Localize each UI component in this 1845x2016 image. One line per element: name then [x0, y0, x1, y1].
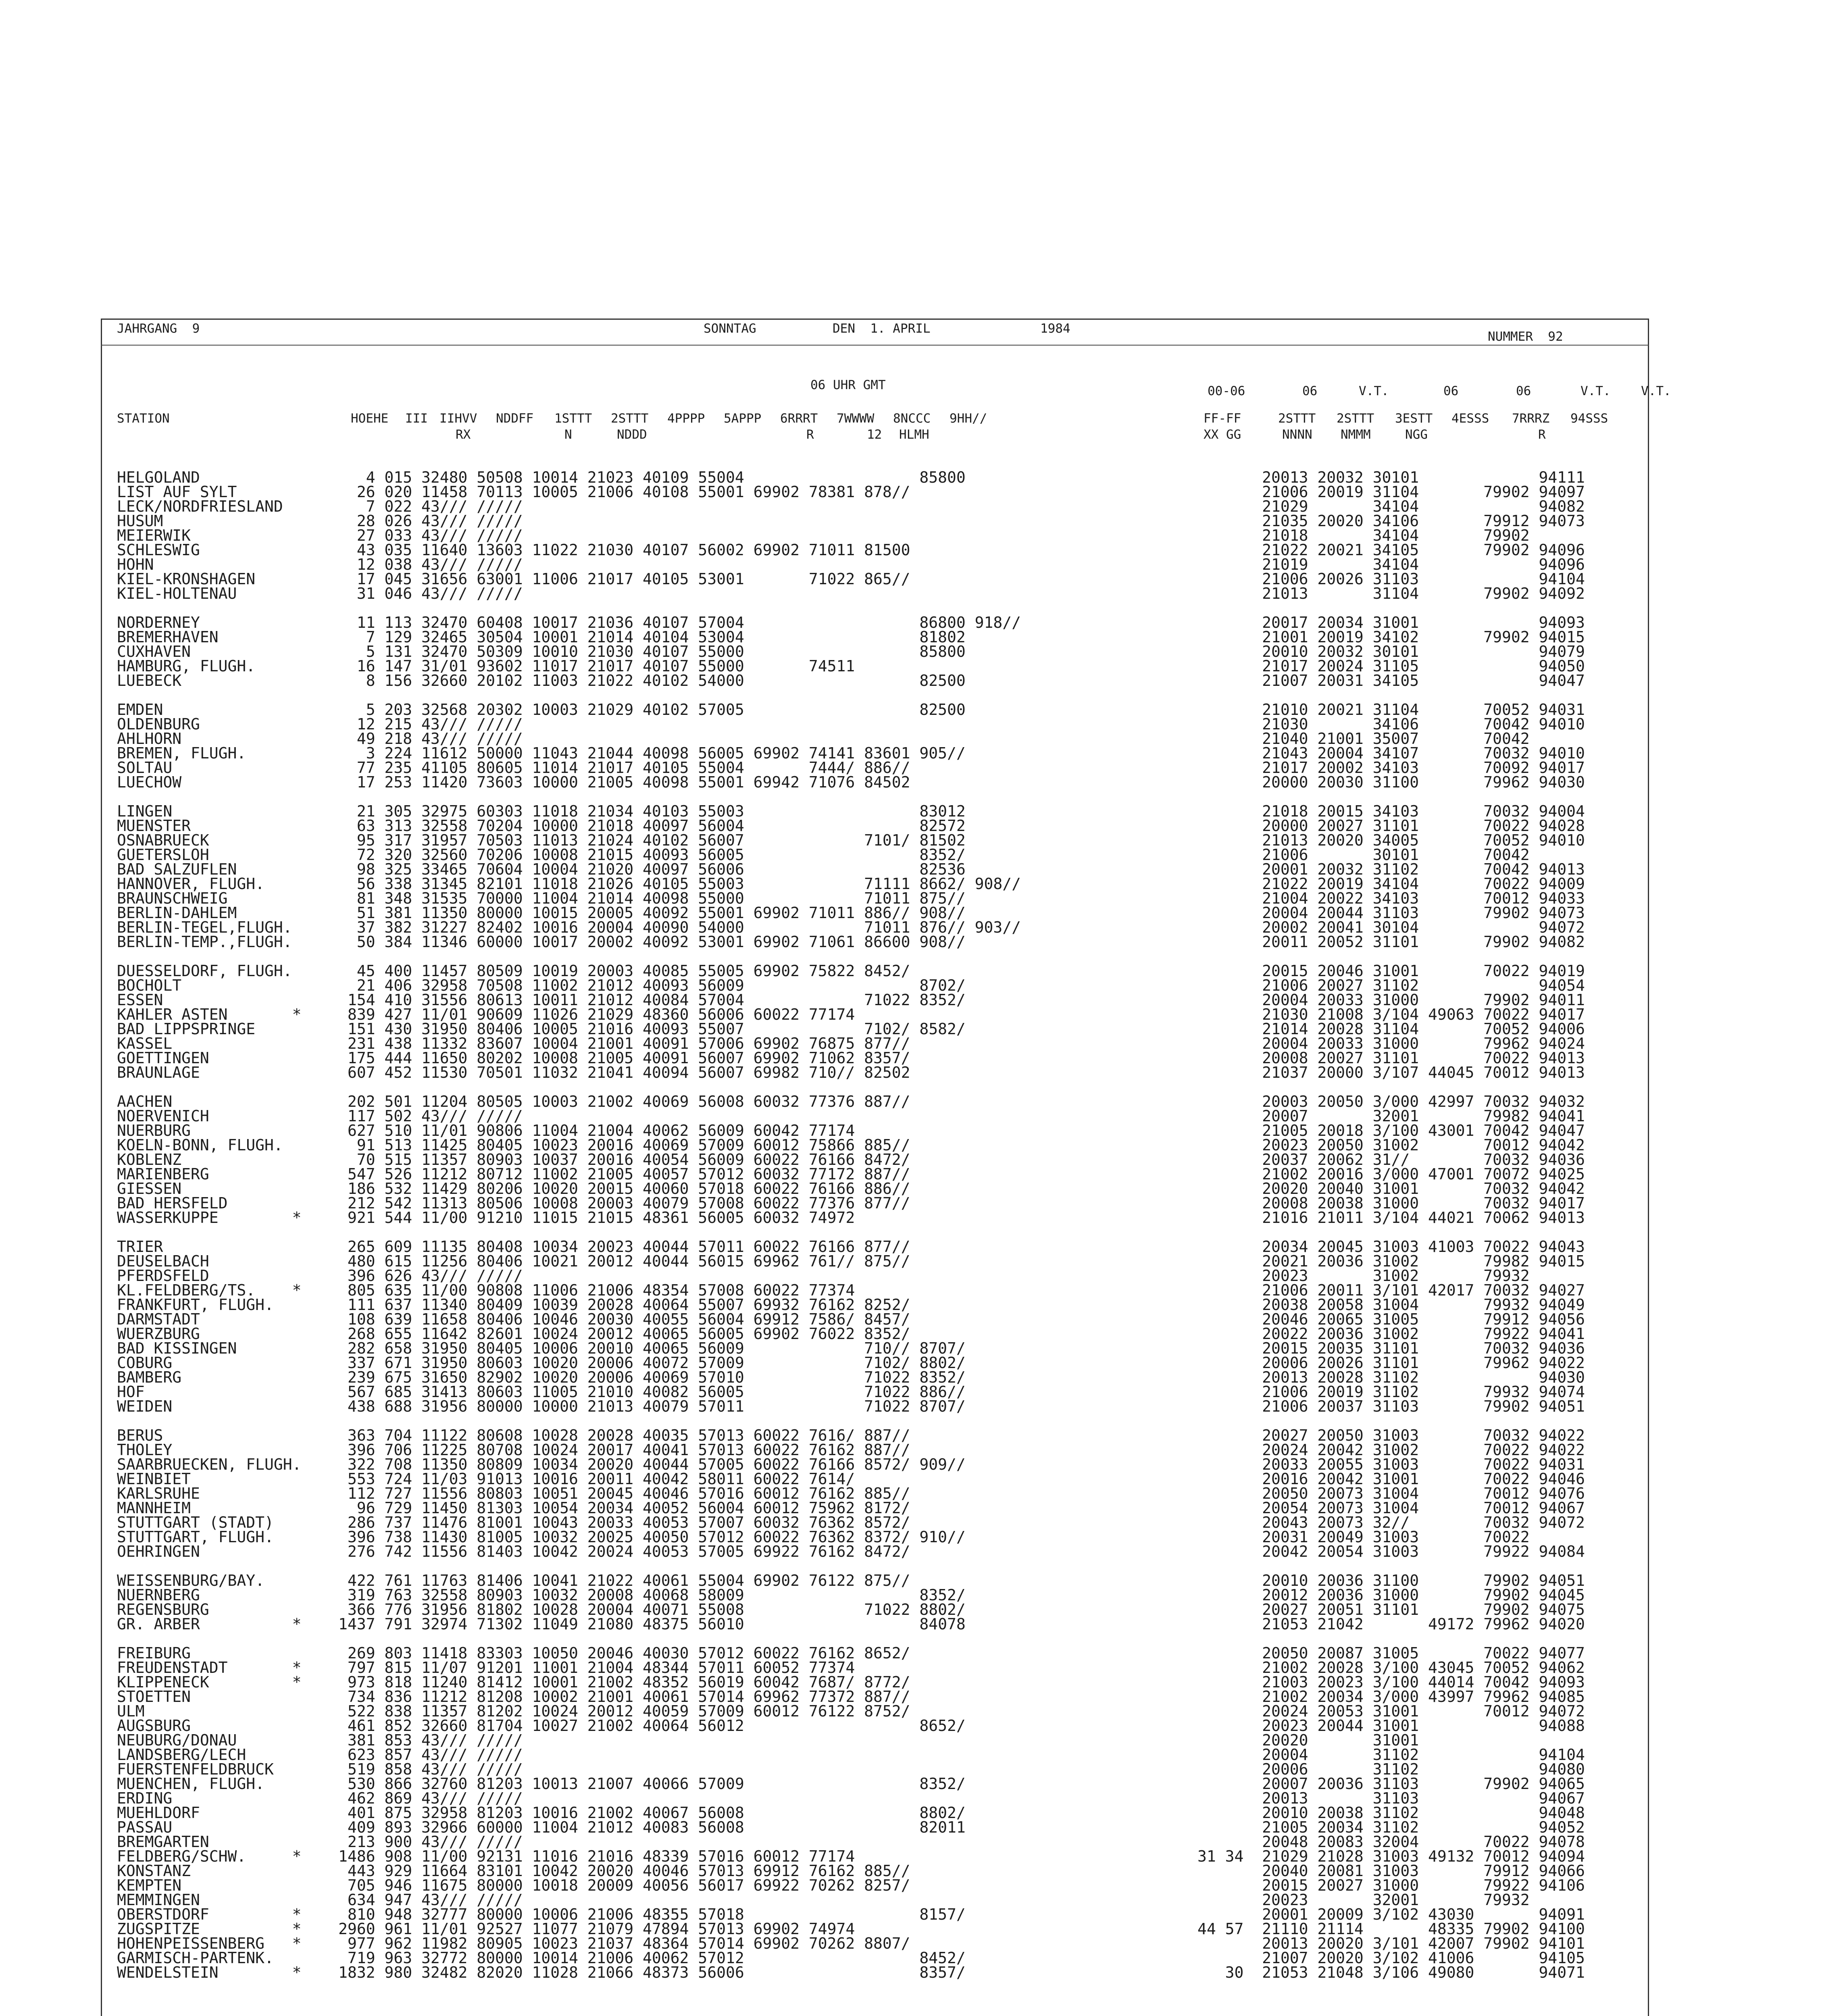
station-row: SOLTAU 77 235 41105 80605 11014 21017 40105 55004 7444/ 886//	[117, 759, 910, 777]
column-label-3: IIHVV	[439, 411, 477, 426]
station-row: GR. ARBER * 1437 791 32974 71302 11049 21080 48375 56010 84078	[117, 1615, 966, 1633]
column-label-right-1: 2STTT	[1278, 411, 1316, 426]
station-row: LUECHOW 17 253 11420 73603 10000 21005 40098 55001 69942 71076 84502	[117, 773, 910, 791]
station-row-right: 20023 31002 79932	[1197, 1267, 1530, 1285]
station-row: BOCHOLT 21 406 32958 70508 11002 21012 40093 56009 8702/	[117, 977, 966, 994]
station-row: ESSEN 154 410 31556 80613 10011 21012 40084 57004 71022 8352/	[117, 991, 966, 1009]
station-row-right: 20007 20036 31103 79902 94065	[1197, 1775, 1585, 1793]
station-row: KL.FELDBERG/TS. * 805 635 11/00 90808 11006 21006 48354 57008 60022 77374	[117, 1281, 855, 1299]
station-row-right: 20010 20038 31102 94048	[1197, 1804, 1585, 1822]
station-row-right: 21022 20019 34104 70022 94009	[1197, 875, 1585, 893]
station-row-right: 21005 20034 31102 94052	[1197, 1818, 1585, 1836]
station-row-right: 21006 30101 70042	[1197, 846, 1530, 864]
station-row: STUTTGART, FLUGH. 396 738 11430 81005 10032 20025 40050 57012 60022 76362 8372/ 910//	[117, 1528, 966, 1546]
station-row: NEUBURG/DONAU 381 853 43/// /////	[117, 1731, 523, 1749]
station-row: OSNABRUECK 95 317 31957 70503 11013 21024 40102 56007 7101/ 81502	[117, 831, 966, 849]
station-row-right: 21053 21042 49172 79962 94020	[1197, 1615, 1585, 1633]
station-row: LINGEN 21 305 32975 60303 11018 21034 40103 55003 83012	[117, 802, 966, 820]
station-row: AACHEN 202 501 11204 80505 10003 21002 40069 56008 60032 77376 887//	[117, 1093, 910, 1110]
station-row: BERLIN-DAHLEM 51 381 11350 80000 10015 20005 40092 55001 69902 71011 886// 908//	[117, 904, 966, 922]
column-label-11: 8NCCC	[893, 411, 931, 426]
station-row: BAD HERSFELD 212 542 11313 80506 10008 20003 40079 57008 60022 77376 877//	[117, 1194, 910, 1212]
station-row-right: 21040 21001 35007 70042	[1197, 730, 1530, 748]
station-row: STUTTGART (STADT) 286 737 11476 81001 10043 20033 40053 57007 60032 76362 8572/	[117, 1514, 910, 1531]
station-row-right: 21006 20019 31104 79902 94097	[1197, 483, 1585, 501]
station-row-right: 21007 20020 3/102 41006 94105	[1197, 1949, 1585, 1967]
station-row: WUERZBURG 268 655 11642 82601 10024 20012 40065 56005 69902 76022 8352/	[117, 1325, 910, 1343]
station-row-right: 21043 20004 34107 70032 94010	[1197, 744, 1585, 762]
station-row-right: 21016 21011 3/104 44021 70062 94013	[1197, 1209, 1585, 1227]
station-row: WEISSENBURG/BAY. 422 761 11763 81406 10041 21022 40061 55004 69902 76122 875//	[117, 1572, 910, 1589]
station-row: HELGOLAND 4 015 32480 50508 10014 21023 40109 55004 85800	[117, 469, 966, 486]
column-label-0: STATION	[117, 411, 170, 426]
weekday: SONNTAG	[704, 321, 756, 336]
column-sublabel-5: HLMH	[899, 427, 929, 442]
station-row: MANNHEIM 96 729 11450 81303 10054 20034 40052 56004 60012 75962 8172/	[117, 1499, 910, 1517]
station-row: NUERNBERG 319 763 32558 80903 10032 20008 40068 58009 8352/	[117, 1586, 966, 1604]
station-row: GARMISCH-PARTENK. 719 963 32772 80000 10014 21006 40062 57012 8452/	[117, 1949, 966, 1967]
column-label-right-2: 2STTT	[1337, 411, 1374, 426]
station-row: LUEBECK 8 156 32660 20102 11003 21022 40102 54000 82500	[117, 672, 966, 689]
station-row-right: 20023 32001 79932	[1197, 1891, 1530, 1909]
column-sublabel-right-2: NMMM	[1341, 427, 1371, 442]
column-label-1: HOEHE	[351, 411, 389, 426]
station-row-right: 20007 32001 79982 94041	[1197, 1107, 1585, 1125]
station-row: MEIERWIK 27 033 43/// /////	[117, 527, 523, 544]
station-row-right: 20006 31102 94080	[1197, 1760, 1585, 1778]
station-row: KIEL-HOLTENAU 31 046 43/// /////	[117, 585, 523, 602]
station-row-right: 21006 20026 31103 94104	[1197, 570, 1585, 588]
station-row: SCHLESWIG 43 035 11640 13603 11022 21030 40107 56002 69902 71011 81500	[117, 541, 910, 559]
station-row: STOETTEN 734 836 11212 81208 10002 21001 40061 57014 69962 77372 887//	[117, 1688, 910, 1706]
column-label-7: 4PPPP	[667, 411, 705, 426]
station-row-right: 21006 20019 31102 79932 94074	[1197, 1383, 1585, 1401]
station-row-right: 20010 20036 31100 79902 94051	[1197, 1572, 1585, 1589]
station-row-right: 20023 20044 31001 94088	[1197, 1717, 1585, 1735]
station-row-right: 20042 20054 31003 79922 94084	[1197, 1543, 1585, 1560]
station-row: MEMMINGEN 634 947 43/// /////	[117, 1891, 523, 1909]
station-row: CUXHAVEN 5 131 32470 50309 10010 21030 40107 55000 85800	[117, 643, 966, 660]
station-row: WEIDEN 438 688 31956 80000 10000 21013 40079 57011 71022 8707/	[117, 1397, 966, 1415]
station-row: FREIBURG 269 803 11418 83303 10050 20046 40030 57012 60022 76162 8652/	[117, 1644, 910, 1662]
station-row-right: 21007 20031 34105 94047	[1197, 672, 1585, 689]
station-row: KOELN-BONN, FLUGH. 91 513 11425 80405 10023 20016 40069 57009 60012 75866 885//	[117, 1136, 910, 1154]
station-row-right: 20002 20041 30104 94072	[1197, 918, 1585, 936]
station-row: BERLIN-TEMP.,FLUGH. 50 384 11346 60000 10017 20002 40092 53001 69902 71061 86600 908//	[117, 933, 966, 951]
column-sublabel-1: N	[564, 427, 572, 442]
column-label-4: NDDFF	[496, 411, 534, 426]
station-row: KEMPTEN 705 946 11675 80000 10018 20009 40056 56017 69922 70262 8257/	[117, 1876, 910, 1894]
station-row: BREMGARTEN 213 900 43/// /////	[117, 1833, 523, 1851]
station-row: PASSAU 409 893 32966 60000 11004 21012 40083 56008 82011	[117, 1818, 966, 1836]
column-label-6: 2STTT	[611, 411, 649, 426]
header-divider	[101, 345, 1649, 346]
station-row: REGENSBURG 366 776 31956 81802 10028 20004 40071 55008 71022 8802/	[117, 1601, 966, 1618]
station-row-right: 20016 20042 31001 70022 94046	[1197, 1470, 1585, 1488]
date: DEN 1. APRIL	[833, 321, 931, 336]
station-row-right: 21014 20028 31104 70052 94006	[1197, 1020, 1585, 1038]
column-sublabel-right-0: XX GG	[1204, 427, 1241, 442]
station-row: ZUGSPITZE * 2960 961 11/01 92527 11077 21079 47894 57013 69902 74974	[117, 1920, 855, 1938]
station-row: GOETTINGEN 175 444 11650 80202 10008 21005 40091 56007 69902 71062 8357/	[117, 1049, 910, 1067]
column-sublabel-0: RX	[456, 427, 471, 442]
station-row-right: 20020 20040 31001 70032 94042	[1197, 1180, 1585, 1198]
station-row: MARIENBERG 547 526 11212 80712 11002 21005 40057 57012 60032 77172 887//	[117, 1165, 910, 1183]
station-row-right: 20038 20058 31004 79932 94049	[1197, 1296, 1585, 1314]
column-label-9: 6RRRT	[780, 411, 818, 426]
station-row-right: 20043 20073 32// 70032 94072	[1197, 1514, 1585, 1531]
station-row-right: 20001 20032 31102 70042 94013	[1197, 860, 1585, 878]
station-row: NORDERNEY 11 113 32470 60408 10017 21036 40107 57004 86800 918//	[117, 614, 1021, 631]
column-label-10: 7WWWW	[837, 411, 875, 426]
station-row: BAD LIPPSPRINGE 151 430 31950 80406 10005 21016 40093 55007 7102/ 8582/	[117, 1020, 966, 1038]
column-label-2: III	[405, 411, 428, 426]
station-row-right: 21010 20021 31104 70052 94031	[1197, 701, 1585, 719]
column-sublabel-right-4: R	[1538, 427, 1546, 442]
station-row-right: 20024 20042 31002 70022 94022	[1197, 1441, 1585, 1459]
station-row-right: 20040 20081 31003 79912 94066	[1197, 1862, 1585, 1880]
station-row-right: 21001 20019 34102 79902 94015	[1197, 628, 1585, 646]
station-row-right: 21006 20027 31102 94054	[1197, 977, 1585, 994]
station-row: BERLIN-TEGEL,FLUGH. 37 382 31227 82402 10016 20004 40090 54000 71011 876// 903//	[117, 918, 1021, 936]
right-top-label-0: 00-06	[1208, 384, 1245, 398]
station-row-right: 20000 20027 31101 70022 94028	[1197, 817, 1585, 835]
right-top-label-2: V.T.	[1359, 384, 1389, 398]
station-row-right: 20021 20036 31002 79982 94015	[1197, 1252, 1585, 1270]
station-row: BREMERHAVEN 7 129 32465 30504 10001 21014 40104 53004 81802	[117, 628, 966, 646]
station-row-right: 20022 20036 31002 79922 94041	[1197, 1325, 1585, 1343]
right-top-label-3: 06	[1443, 384, 1459, 398]
station-row: NUERBURG 627 510 11/01 90806 11004 21004 40062 56009 60042 77174	[117, 1122, 855, 1139]
station-row: NOERVENICH 117 502 43/// /////	[117, 1107, 523, 1125]
station-row: KIEL-KRONSHAGEN 17 045 31656 63001 11006 21017 40105 53001 71022 865//	[117, 570, 910, 588]
station-row-right: 21029 34104 94082	[1197, 498, 1585, 515]
station-row-right: 20004 20044 31103 79902 94073	[1197, 904, 1585, 922]
station-row: OBERSTDORF * 810 948 32777 80000 10006 21006 48355 57018 8157/	[117, 1906, 966, 1923]
station-row-right: 20008 20027 31101 70022 94013	[1197, 1049, 1585, 1067]
station-row: OLDENBURG 12 215 43/// /////	[117, 715, 523, 733]
station-row: HAMBURG, FLUGH. 16 147 31/01 93602 11017 21017 40107 55000 74511	[117, 657, 855, 675]
station-row: KOBLENZ 70 515 11357 80903 10037 20016 40054 56009 60022 76166 8472/	[117, 1151, 910, 1168]
station-row-right: 21004 20022 34103 70012 94033	[1197, 889, 1585, 907]
station-row-right: 20012 20036 31000 79902 94045	[1197, 1586, 1585, 1604]
station-row-right: 20034 20045 31003 41003 70022 94043	[1197, 1238, 1585, 1256]
station-row: FUERSTENFELDBRUCK 519 858 43/// /////	[117, 1760, 523, 1778]
observation-time: 06 UHR GMT	[810, 378, 886, 392]
station-row: WASSERKUPPE * 921 544 11/00 91210 11015 21015 48361 56005 60032 74972	[117, 1209, 855, 1227]
station-row: MUENSTER 63 313 32558 70204 10000 21018 40097 56004 82572	[117, 817, 966, 835]
station-row: KLIPPENECK * 973 818 11240 81412 10001 21002 48352 56019 60042 7687/ 8772/	[117, 1673, 910, 1691]
station-row: HOHN 12 038 43/// /////	[117, 556, 523, 573]
station-row: HANNOVER, FLUGH. 56 338 31345 82101 11018 21026 40105 55003 71111 8662/ 908//	[117, 875, 1021, 893]
jahrgang: JAHRGANG 9	[117, 321, 200, 336]
station-row-right: 20013 20032 30101 94111	[1197, 469, 1585, 486]
station-row-right: 20048 20083 32004 70022 94078	[1197, 1833, 1585, 1851]
station-row-right: 20006 20026 31101 79962 94022	[1197, 1354, 1585, 1372]
station-row-right: 20031 20049 31003 70022	[1197, 1528, 1530, 1546]
station-row-right: 20011 20052 31101 79902 94082	[1197, 933, 1585, 951]
station-row: WENDELSTEIN * 1832 980 32482 82020 11028 21066 48373 56006 8357/	[117, 1964, 966, 1981]
station-row: AUGSBURG 461 852 32660 81704 10027 21002 40064 56012 8652/	[117, 1717, 966, 1735]
issue-number: NUMMER 92	[1488, 329, 1563, 344]
station-row: OEHRINGEN 276 742 11556 81403 10042 20024 40053 57005 69922 76162 8472/	[117, 1543, 910, 1560]
column-sublabel-right-3: NGG	[1405, 427, 1428, 442]
station-row-right: 20015 20035 31101 70032 94036	[1197, 1339, 1585, 1357]
station-row: KONSTANZ 443 929 11664 83101 10042 20020 40046 57013 69912 76162 885//	[117, 1862, 910, 1880]
station-row-right: 21013 20020 34005 70052 94010	[1197, 831, 1585, 849]
station-row-right: 20046 20065 31005 79912 94056	[1197, 1310, 1585, 1328]
station-row: WEINBIET 553 724 11/03 91013 10016 20011 40042 58011 60022 7614/	[117, 1470, 855, 1488]
station-row: KAHLER ASTEN * 839 427 11/01 90609 11026 21029 48360 56006 60022 77174	[117, 1006, 855, 1023]
station-row-right: 30 21053 21048 3/106 49080 94071	[1197, 1964, 1585, 1981]
station-row: KASSEL 231 438 11332 83607 10004 21001 40091 57006 69902 76875 877//	[117, 1035, 910, 1052]
station-row: LECK/NORDFRIESLAND 7 022 43/// /////	[117, 498, 523, 515]
station-row: BAD KISSINGEN 282 658 31950 80405 10006 20010 40065 56009 710// 8707/	[117, 1339, 966, 1357]
station-row: BAD SALZUFLEN 98 325 33465 70604 10004 21020 40097 56006 82536	[117, 860, 966, 878]
station-row: GUETERSLOH 72 320 32560 70206 10008 21015 40093 56005 8352/	[117, 846, 966, 864]
station-row-right: 21017 20002 34103 70092 94017	[1197, 759, 1585, 777]
station-row-right: 31 34 21029 21028 31003 49132 70012 94094	[1197, 1847, 1585, 1865]
column-sublabel-3: R	[806, 427, 814, 442]
station-row-right: 20010 20032 30101 94079	[1197, 643, 1585, 660]
column-label-right-0: FF-FF	[1204, 411, 1241, 426]
station-row: HOF 567 685 31413 80603 11005 21010 40082 56005 71022 886//	[117, 1383, 966, 1401]
station-row: TRIER 265 609 11135 80408 10034 20023 40044 57011 60022 76166 877//	[117, 1238, 910, 1256]
station-row-right: 20013 31103 94067	[1197, 1789, 1585, 1807]
station-row: DUESSELDORF, FLUGH. 45 400 11457 80509 10019 20003 40085 55005 69902 75822 8452/	[117, 962, 910, 980]
station-row-right: 20001 20009 3/102 43030 94091	[1197, 1906, 1585, 1923]
station-row: GIESSEN 186 532 11429 80206 10020 20015 40060 57018 60022 76166 886//	[117, 1180, 910, 1198]
station-row: FRANKFURT, FLUGH. 111 637 11340 80409 10039 20028 40064 55007 69932 76162 8252/	[117, 1296, 910, 1314]
station-row: ERDING 462 869 43/// /////	[117, 1789, 523, 1807]
station-row-right: 21006 20011 3/101 42017 70032 94027	[1197, 1281, 1585, 1299]
column-label-right-6: 94SSS	[1570, 411, 1608, 426]
station-row-right: 20004 31102 94104	[1197, 1746, 1585, 1764]
column-sublabel-4: 12	[867, 427, 882, 442]
station-row-right: 20027 20050 31003 70032 94022	[1197, 1427, 1585, 1444]
station-row: THOLEY 396 706 11225 80708 10024 20017 40041 57013 60022 76162 887//	[117, 1441, 910, 1459]
station-row-right: 20023 20050 31002 70012 94042	[1197, 1136, 1585, 1154]
station-row-right: 20000 20030 31100 79962 94030	[1197, 773, 1585, 791]
station-row: BRAUNSCHWEIG 81 348 31535 70000 11004 21014 40098 55000 71011 875//	[117, 889, 966, 907]
station-row-right: 21037 20000 3/107 44045 70012 94013	[1197, 1064, 1585, 1081]
station-row-right: 20020 31001	[1197, 1731, 1419, 1749]
station-row: EMDEN 5 203 32568 20302 10003 21029 40102 57005 82500	[117, 701, 966, 719]
station-row-right: 20004 20033 31000 79962 94024	[1197, 1035, 1585, 1052]
station-row: COBURG 337 671 31950 80603 10020 20006 40072 57009 7102/ 8802/	[117, 1354, 966, 1372]
right-top-label-4: 06	[1516, 384, 1531, 398]
column-label-right-3: 3ESTT	[1395, 411, 1433, 426]
station-row-right: 20033 20055 31003 70022 94031	[1197, 1456, 1585, 1473]
station-row-right: 20008 20038 31000 70032 94017	[1197, 1194, 1585, 1212]
station-row: PFERDSFELD 396 626 43/// /////	[117, 1267, 523, 1285]
station-row: HOHENPEISSENBERG * 977 962 11982 80905 10023 21037 48364 57014 69902 70262 8807/	[117, 1935, 910, 1952]
column-label-8: 5APPP	[724, 411, 762, 426]
station-row-right: 21005 20018 3/100 43001 70042 94047	[1197, 1122, 1585, 1139]
station-row-right: 20027 20051 31101 79902 94075	[1197, 1601, 1585, 1618]
year: 1984	[1040, 321, 1070, 336]
station-row-right: 21002 20016 3/000 47001 70072 94025	[1197, 1165, 1585, 1183]
column-label-right-5: 7RRRZ	[1512, 411, 1550, 426]
station-row: FELDBERG/SCHW. * 1486 908 11/00 92131 11016 21016 48339 57016 60012 77174	[117, 1847, 855, 1865]
station-row-right: 21019 34104 94096	[1197, 556, 1585, 573]
column-sublabel-2: NDDD	[617, 427, 647, 442]
station-row-right: 20015 20046 31001 70022 94019	[1197, 962, 1585, 980]
column-label-5: 1STTT	[554, 411, 592, 426]
station-row-right: 20013 20028 31102 94030	[1197, 1368, 1585, 1386]
station-row: MUENCHEN, FLUGH. 530 866 32760 81203 10013 21007 40066 57009 8352/	[117, 1775, 966, 1793]
right-top-label-1: 06	[1302, 384, 1318, 398]
station-row-right: 21006 20037 31103 79902 94051	[1197, 1397, 1585, 1415]
station-row: LIST AUF SYLT 26 020 11458 70113 10005 21006 40108 55001 69902 78381 878//	[117, 483, 910, 501]
column-label-12: 9HH//	[950, 411, 987, 426]
station-row: DARMSTADT 108 639 11658 80406 10046 20030 40055 56004 69912 7586/ 8457/	[117, 1310, 910, 1328]
station-row-right: 20050 20073 31004 70012 94076	[1197, 1485, 1585, 1502]
station-row: AHLHORN 49 218 43/// /////	[117, 730, 523, 748]
station-row: MUEHLDORF 401 875 32958 81203 10016 21002 40067 56008 8802/	[117, 1804, 966, 1822]
station-row: LANDSBERG/LECH 623 857 43/// /////	[117, 1746, 523, 1764]
column-sublabel-right-1: NNNN	[1282, 427, 1312, 442]
station-row-right: 21018 34104 79902	[1197, 527, 1530, 544]
station-row: ULM 522 838 11357 81202 10024 20012 40059 57009 60012 76122 8752/	[117, 1702, 910, 1720]
station-row-right: 21017 20024 31105 94050	[1197, 657, 1585, 675]
station-row: FREUDENSTADT * 797 815 11/07 91201 11001 21004 48344 57011 60052 77374	[117, 1659, 855, 1677]
right-top-label-5: V.T.	[1581, 384, 1611, 398]
column-label-right-4: 4ESSS	[1451, 411, 1489, 426]
station-row-right: 20015 20027 31000 79922 94106	[1197, 1876, 1585, 1894]
station-row-right: 21030 21008 3/104 49063 70022 94017	[1197, 1006, 1585, 1023]
station-row-right: 20004 20033 31000 79902 94011	[1197, 991, 1585, 1009]
station-row: BAMBERG 239 675 31650 82902 10020 20006 40069 57010 71022 8352/	[117, 1368, 966, 1386]
station-row-right: 21002 20028 3/100 43045 70052 94062	[1197, 1659, 1585, 1677]
station-row-right: 20003 20050 3/000 42997 70032 94032	[1197, 1093, 1585, 1110]
station-row: BREMEN, FLUGH. 3 224 11612 50000 11043 21044 40098 56005 69902 74141 83601 905//	[117, 744, 966, 762]
station-row-right: 20037 20062 31// 70032 94036	[1197, 1151, 1585, 1168]
station-row: BERUS 363 704 11122 80608 10028 20028 40035 57013 60022 7616/ 887//	[117, 1427, 910, 1444]
station-row: KARLSRUHE 112 727 11556 80803 10051 20045 40046 57016 60012 76162 885//	[117, 1485, 910, 1502]
station-row: SAARBRUECKEN, FLUGH. 322 708 11350 80809 10034 20020 40044 57005 60022 76166 8572/ 909//	[117, 1456, 966, 1473]
station-row: DEUSELBACH 480 615 11256 80406 10021 20012 40044 56015 69962 761// 875//	[117, 1252, 910, 1270]
station-row-right: 20017 20034 31001 94093	[1197, 614, 1585, 631]
station-row-right: 21035 20020 34106 79912 94073	[1197, 512, 1585, 530]
right-top-label-6: V.T.	[1641, 384, 1671, 398]
station-row-right: 21002 20034 3/000 43997 79962 94085	[1197, 1688, 1585, 1706]
station-row-right: 21013 31104 79902 94092	[1197, 585, 1585, 602]
station-row-right: 20024 20053 31001 70012 94072	[1197, 1702, 1585, 1720]
station-row-right: 20054 20073 31004 70012 94067	[1197, 1499, 1585, 1517]
station-row-right: 21018 20015 34103 70032 94004	[1197, 802, 1585, 820]
station-row-right: 21003 20023 3/100 44014 70042 94093	[1197, 1673, 1585, 1691]
station-row: HUSUM 28 026 43/// /////	[117, 512, 523, 530]
station-row-right: 21030 34106 70042 94010	[1197, 715, 1585, 733]
station-row-right: 44 57 21110 21114 48335 79902 94100	[1197, 1920, 1585, 1938]
station-row-right: 20013 20020 3/101 42007 79902 94101	[1197, 1935, 1585, 1952]
station-row-right: 20050 20087 31005 70022 94077	[1197, 1644, 1585, 1662]
station-row-right: 21022 20021 34105 79902 94096	[1197, 541, 1585, 559]
station-row: BRAUNLAGE 607 452 11530 70501 11032 21041 40094 56007 69982 710// 82502	[117, 1064, 910, 1081]
